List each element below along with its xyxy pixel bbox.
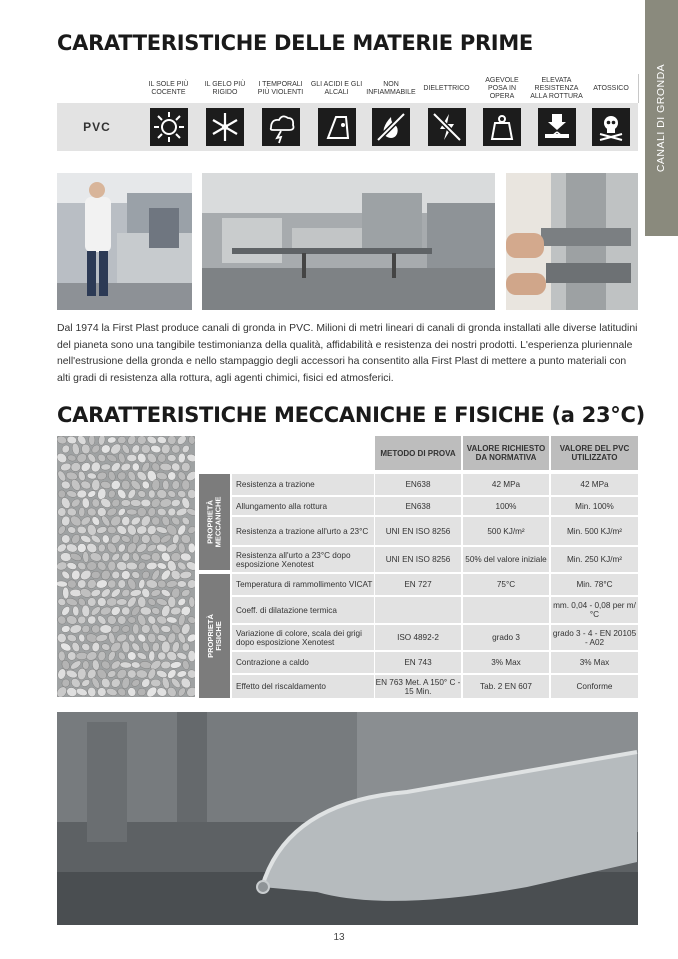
table-cell-required: grado 3 <box>463 625 549 650</box>
section-side-tab <box>645 0 678 236</box>
photo-pvc-granules <box>57 436 195 697</box>
table-cell-method: UNI EN ISO 8256 <box>375 517 461 545</box>
table-cell-value: grado 3 - 4 - EN 20105 - A02 <box>551 625 638 650</box>
table-group-label: PROPRIETÀ FISICHE <box>199 574 230 698</box>
no-flame-icon <box>372 108 410 146</box>
table-cell-value: 3% Max <box>551 652 638 673</box>
photo-extrusion-line <box>202 173 495 310</box>
photo-tensile-test <box>506 173 638 310</box>
table-cell-property: Allungamento alla rottura <box>232 497 374 515</box>
property-header-1: IL SOLE PIÙ COCENTE <box>139 74 199 103</box>
table-cell-value: Min. 78°C <box>551 574 638 595</box>
table-header-1: METODO DI PROVA <box>375 436 461 470</box>
table-cell-method: EN638 <box>375 474 461 495</box>
table-cell-value: mm. 0,04 - 0,08 per m/°C <box>551 597 638 623</box>
no-toxic-icon <box>592 108 630 146</box>
section-title-mechanical: CARATTERISTICHE MECCANICHE E FISICHE (a 23°C) <box>57 403 645 427</box>
table-cell-property: Contrazione a caldo <box>232 652 374 673</box>
table-cell-value: Min. 500 KJ/m² <box>551 517 638 545</box>
table-cell-property: Resistenza a trazione <box>232 474 374 495</box>
table-cell-required: Tab. 2 EN 607 <box>463 675 549 698</box>
table-cell-property: Resistenza a trazione all'urto a 23°C <box>232 517 374 545</box>
table-cell-property: Coeff. di dilatazione termica <box>232 597 374 623</box>
property-header-5: NON INFIAMMABILE <box>364 74 419 103</box>
property-header-8: ELEVATA RESISTENZA ALLA ROTTURA <box>529 74 585 103</box>
table-cell-required: 42 MPa <box>463 474 549 495</box>
table-header-2: VALORE RICHIESTO DA NORMATIVA <box>463 436 549 470</box>
material-label: PVC <box>83 120 111 134</box>
acid-icon <box>318 108 356 146</box>
table-cell-method: EN 763 Met. A 150° C - 15 Min. <box>375 675 461 698</box>
snowflake-icon <box>206 108 244 146</box>
photo-gutter-profile <box>57 712 638 925</box>
table-cell-required <box>463 597 549 623</box>
table-cell-required: 50% del valore iniziale <box>463 547 549 572</box>
property-header-6: DIELETTRICO <box>418 74 476 103</box>
table-cell-property: Effetto del riscaldamento <box>232 675 374 698</box>
table-cell-required: 3% Max <box>463 652 549 673</box>
impact-icon <box>538 108 576 146</box>
table-cell-property: Temperatura di rammollimento VICAT <box>232 574 374 595</box>
table-cell-method: EN638 <box>375 497 461 515</box>
table-cell-required: 500 KJ/m² <box>463 517 549 545</box>
table-cell-method: EN 743 <box>375 652 461 673</box>
side-tab-label: CANALI DI GRONDA <box>655 63 668 173</box>
table-header-3: VALORE DEL PVC UTILIZZATO <box>551 436 638 470</box>
no-electricity-icon <box>428 108 466 146</box>
page-title-raw-materials: CARATTERISTICHE DELLE MATERIE PRIME <box>57 31 533 55</box>
photo-lab-technician <box>57 173 192 310</box>
storm-icon <box>262 108 300 146</box>
table-cell-value: Conforme <box>551 675 638 698</box>
table-cell-method: ISO 4892-2 <box>375 625 461 650</box>
property-header-2: IL GELO PIÙ RIGIDO <box>198 74 253 103</box>
table-cell-method: EN 727 <box>375 574 461 595</box>
table-cell-value: 42 MPa <box>551 474 638 495</box>
table-group-label: PROPRIETÀ MECCANICHE <box>199 474 230 570</box>
intro-paragraph: Dal 1974 la First Plast produce canali di gronda in PVC. Milioni di metri lineari di canali di gronda installati alle diverse latitudini del pianeta sono una tangibile testimonianza della qualità, affidabilità e resistenza dei nostri prodotti. L'esperienza pluriennale nell'estrusione della gronda e nello stampaggio degli accessori ha consentito alla First Plast di mettere a punto materiali con alti gradi di resistenza alla rottura, agli agenti chimici, fisici ed atmosferici. <box>57 323 638 384</box>
table-cell-method: UNI EN ISO 8256 <box>375 547 461 572</box>
property-header-3: I TEMPORALI PIÙ VIOLENTI <box>252 74 310 103</box>
weight-icon <box>483 108 521 146</box>
table-cell-value: Min. 250 KJ/m² <box>551 547 638 572</box>
table-cell-property: Variazione di colore, scala dei grigi dopo esposizione Xenotest <box>232 625 374 650</box>
table-cell-property: Resistenza all'urto a 23°C dopo esposizione Xenotest <box>232 547 374 572</box>
table-cell-required: 75°C <box>463 574 549 595</box>
table-cell-method <box>375 597 461 623</box>
table-cell-value: Min. 100% <box>551 497 638 515</box>
property-header-7: AGEVOLE POSA IN OPERA <box>475 74 530 103</box>
property-header-9: ATOSSICO <box>584 74 639 103</box>
table-cell-required: 100% <box>463 497 549 515</box>
sun-icon <box>150 108 188 146</box>
page-number: 13 <box>333 932 345 943</box>
property-header-4: GLI ACIDI E GLI ALCALI <box>309 74 365 103</box>
